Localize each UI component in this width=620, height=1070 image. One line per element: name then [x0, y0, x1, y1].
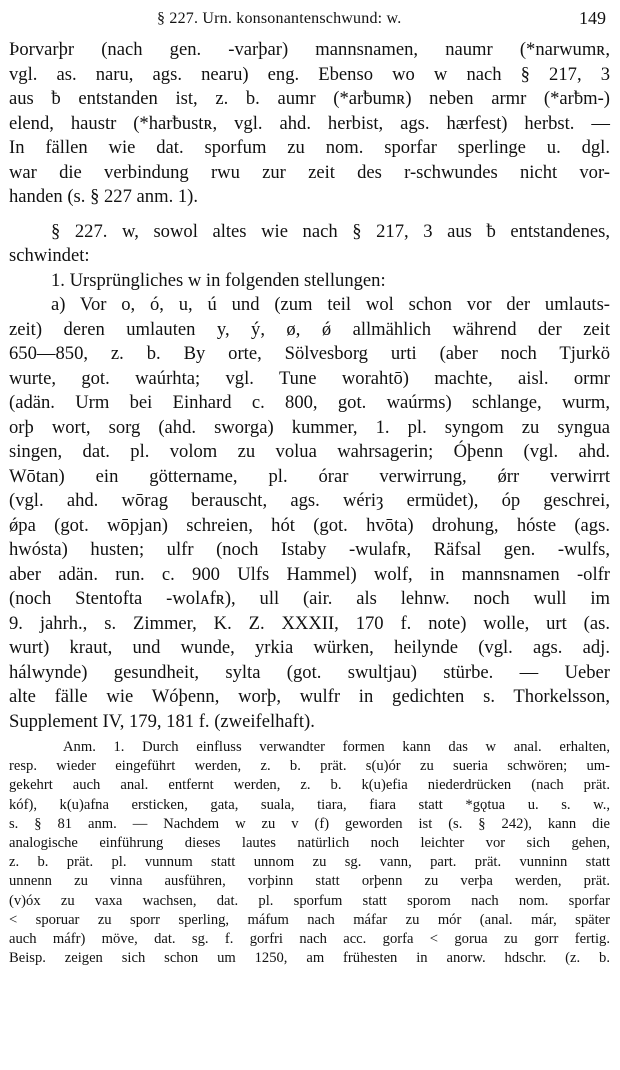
section-227-body — [9, 220, 610, 735]
text-line: vgl. as. naru, ags. nearu) eng. Ebenso wo w nach § 217, 3 — [9, 63, 610, 85]
text-line: elend, haustr (*harƀustʀ, vgl. ahd. herbist, ags. hærfest) herbst. — — [9, 112, 610, 134]
text-line: hálwynde) gesundheit, sylta (got. swultjau) stürbe. — Ueber — [9, 661, 610, 683]
section-heading: § 227. Urn. konsonantenschwund: w. — [157, 10, 402, 27]
running-header — [9, 4, 610, 38]
text-line: schwindet: — [9, 245, 90, 266]
page-number: 149 — [579, 8, 606, 28]
note-line: resp. wieder eingeführt werden, z. b. prät. s(u)ór zu sueria schwören; um- — [9, 758, 610, 775]
note-line: < sporuar zu sporr sperling, máfum nach máfar zu mór (anal. már, später — [9, 911, 610, 928]
note-line: (v)óx zu vaxa wachsen, dat. pl. sporfum statt sporom nach nom. sporfar — [9, 892, 610, 909]
footnote-anm-1 — [9, 738, 610, 968]
text-line: aber adän. run. c. 900 Ulfs Hammel) wolf, in mannsnamen -olfr — [9, 563, 610, 585]
text-line: zeit) deren umlauten y, ý, ø, ǿ allmählich während der zeit — [9, 318, 610, 340]
text-line: handen (s. § 227 anm. 1). — [9, 186, 198, 207]
note-line: analogische einführung dieses lautes natürlich noch leichter vor sich gehen, — [9, 834, 610, 851]
text-line: war die verbindung rwu zur zeit des r-schwundes nicht vor- — [9, 161, 610, 183]
paragraph-continuation — [9, 38, 610, 210]
note-line: z. b. prät. pl. vunnum statt unnom zu sg. vann, part. prät. vunninn statt — [9, 854, 610, 871]
text-line: Supplement IV, 179, 181 f. (zweifelhaft). — [9, 710, 315, 732]
text-line: 650—850, z. b. By orte, Sölvesborg urti (aber noch Tjurkö — [9, 343, 610, 364]
text-line: aus ƀ entstanden ist, z. b. aumr (*arƀumʀ) neben armr (*arƀm-) — [9, 88, 610, 109]
text-line: orþ wort, sorg (ahd. sworga) kummer, 1. pl. syngom zu syngua — [9, 416, 610, 438]
note-line: Anm. 1. Durch einfluss verwandter formen kann das w anal. erhalten, — [63, 739, 610, 755]
note-line: Beisp. zeigen sich schon um 1250, am frühesten in anorw. hdschr. (z. b. — [9, 950, 610, 967]
text-line: hwósta) husten; ulfr (noch Istaby -wulafʀ, Räfsal gen. -wulfs, — [9, 539, 610, 560]
text-line: In fällen wie dat. sporfum zu nom. sporfar sperlinge u. dgl. — [9, 137, 610, 158]
subitem-heading-line: a) Vor o, ó, u, ú und (zum teil wol schon vor der umlauts- — [51, 294, 610, 315]
note-line: gekehrt auch anal. entfernt werden, z. b. k(u)efia niederdrücken (nach prät. — [9, 777, 610, 794]
text-line: singen, dat. pl. volom zu volua wahrsagerin; Óþenn (vgl. ahd. — [9, 441, 610, 462]
text-line: ǿpa (got. wōpjan) schreien, hót (got. hvōta) drohung, hóste (ags. — [9, 514, 610, 536]
text-line: (adän. Urm bei Einhard c. 800, got. waúrms) schlange, wurm, — [9, 392, 610, 413]
text-line: Þorvarþr (nach gen. -varþar) mannsnamen, naumr (*narwumʀ, — [9, 39, 610, 60]
enumerated-item-heading: 1. Ursprüngliches w in folgenden stellungen: — [51, 269, 386, 291]
section-heading-line: § 227. w, sowol altes wie nach § 217, 3 aus ƀ entstandenes, — [51, 220, 610, 242]
text-line: Wōtan) ein göttername, pl. órar verwirrung, ǿrr verwirrt — [9, 465, 610, 487]
text-line: (noch Stentofta -wolᴀfʀ), ull (air. als lehnw. noch wull im — [9, 588, 610, 609]
text-line: (vgl. ahd. wōrag berauscht, ags. wériȝ ermüdet), óp geschrei, — [9, 490, 610, 511]
note-line: unnenn zu vinna ausführen, vorþinn statt orþenn zu verþa werden, prät. — [9, 873, 610, 890]
text-line: wurt) kraut, und wunde, yrkia würken, heilynde (vgl. ags. adj. — [9, 637, 610, 658]
text-line: alte fälle wie Wóþenn, worþ, wulfr in gedichten s. Thorkelsson, — [9, 686, 610, 707]
note-line: s. § 81 anm. — Nachdem w zu v (f) geworden ist (s. § 242), kann die — [9, 815, 610, 832]
note-line: kóf), k(u)afna ersticken, gata, suala, tiara, fiara statt *gǫtua u. s. w., — [9, 796, 610, 813]
text-line: 9. jahrh., s. Zimmer, K. Z. XXXII, 170 f. note) wolle, urt (as. — [9, 612, 610, 634]
note-line: auch máfr) möve, dat. sg. f. gorfri nach acc. gorfa < gorua zu gorr fertig. — [9, 930, 610, 947]
text-line: wurte, got. waúrhta; vgl. Tune worahtō) machte, aisl. ormr — [9, 367, 610, 389]
